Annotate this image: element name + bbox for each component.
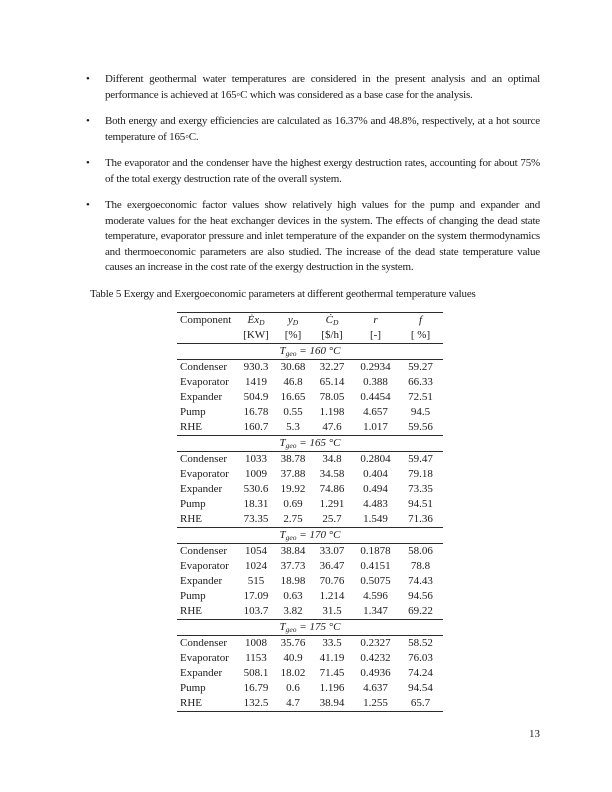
- value-cell: 0.494: [363, 483, 388, 495]
- value-cell: 32.27: [319, 361, 345, 373]
- value-cell: 0.4151: [360, 560, 391, 572]
- value-cell: 1153: [245, 652, 267, 664]
- value-cell: 16.78: [243, 406, 269, 418]
- value-cell: 0.69: [283, 498, 303, 510]
- value-cell: 1008: [245, 637, 267, 649]
- value-cell: 1.347: [363, 605, 388, 617]
- component-cell: Evaporator: [180, 468, 229, 480]
- value-cell: 37.88: [280, 468, 306, 480]
- value-cell: 74.43: [408, 575, 433, 587]
- table-section-row: [177, 344, 443, 360]
- value-cell: 46.8: [283, 376, 303, 388]
- value-cell: 65.14: [319, 376, 345, 388]
- section-temperature-label: $T_{geo} = 165$ °C: [279, 437, 341, 450]
- value-cell: 34.8: [322, 453, 342, 465]
- component-cell: Pump: [180, 590, 206, 602]
- value-cell: 73.35: [408, 483, 433, 495]
- value-cell: 38.84: [280, 545, 306, 557]
- value-cell: 34.58: [319, 468, 345, 480]
- component-cell: RHE: [180, 421, 202, 433]
- table-row: [177, 544, 443, 560]
- table-row: [177, 559, 443, 574]
- column-header-r: r: [373, 314, 378, 326]
- table-row: [177, 696, 443, 712]
- value-cell: 47.6: [322, 421, 342, 433]
- value-cell: 0.2934: [360, 361, 391, 373]
- component-cell: Pump: [180, 682, 206, 694]
- value-cell: 79.18: [408, 468, 433, 480]
- bullet-text: Different geothermal water temperatures are considered in the present analysis and an optimal performance is achieved at 165◦C which was considered as a base case for the analysis.: [105, 73, 540, 101]
- value-cell: 0.63: [283, 590, 303, 602]
- value-cell: 0.2327: [360, 637, 391, 649]
- bullet-list: [72, 72, 540, 276]
- value-cell: 66.33: [408, 376, 433, 388]
- table-caption: Table 5 Exergy and Exergoeconomic parameters at different geothermal temperature values: [90, 287, 476, 300]
- component-cell: RHE: [180, 605, 202, 617]
- value-cell: 69.22: [408, 605, 433, 617]
- unit-cell-percent: [%]: [284, 329, 302, 341]
- section-temperature-label: $T_{geo} = 170$ °C: [279, 529, 341, 542]
- component-cell: Condenser: [180, 361, 228, 373]
- value-cell: 0.55: [283, 406, 303, 418]
- component-cell: Expander: [180, 667, 223, 679]
- value-cell: 76.03: [408, 652, 433, 664]
- value-cell: 4.657: [363, 406, 388, 418]
- column-header-cost-rate: $Ċ_D$: [325, 314, 339, 327]
- column-header-exergy-destruction-rate: $Ėx_D$: [247, 314, 265, 327]
- value-cell: 36.47: [319, 560, 345, 572]
- component-cell: Evaporator: [180, 376, 229, 388]
- value-cell: 59.56: [408, 421, 433, 433]
- value-cell: 132.5: [243, 697, 269, 709]
- bullet-icon: •: [86, 199, 90, 211]
- unit-cell-kw: [KW]: [243, 329, 269, 341]
- value-cell: 94.5: [410, 406, 431, 418]
- component-cell: Evaporator: [180, 652, 229, 664]
- table-header-row: [177, 313, 443, 329]
- value-cell: 74.86: [319, 483, 345, 495]
- bullet-item-exergoeconomic-factor: [72, 198, 540, 276]
- table-row: [177, 452, 443, 468]
- value-cell: 1.017: [363, 421, 388, 433]
- value-cell: 3.82: [283, 605, 303, 617]
- unit-cell-percent-f: [ %]: [410, 329, 431, 341]
- value-cell: 38.78: [280, 453, 306, 465]
- value-cell: 1024: [245, 560, 267, 572]
- table-row: [177, 651, 443, 666]
- value-cell: 18.02: [280, 667, 306, 679]
- value-cell: 38.94: [319, 697, 345, 709]
- value-cell: 0.5075: [360, 575, 391, 587]
- value-cell: 0.2804: [360, 453, 391, 465]
- table-row: [177, 360, 443, 376]
- table-row: [177, 604, 443, 620]
- value-cell: 1.196: [319, 682, 345, 694]
- bullet-text: The evaporator and the condenser have the highest exergy destruction rates, accounting for about 75% of the total exergy destruction rate of the overall system.: [105, 157, 540, 185]
- value-cell: 18.31: [243, 498, 269, 510]
- value-cell: 74.24: [408, 667, 433, 679]
- value-cell: 16.79: [243, 682, 269, 694]
- component-cell: Condenser: [180, 545, 228, 557]
- bullet-icon: •: [86, 115, 90, 127]
- table-row: [177, 636, 443, 652]
- table-row: [177, 497, 443, 512]
- bullet-icon: •: [86, 157, 90, 169]
- table-units-row: [177, 328, 443, 344]
- value-cell: 0.4936: [360, 667, 391, 679]
- value-cell: 30.68: [280, 361, 306, 373]
- value-cell: 0.4454: [360, 391, 391, 403]
- table-row: [177, 390, 443, 405]
- component-cell: Expander: [180, 575, 223, 587]
- table-row: [177, 512, 443, 528]
- value-cell: 1.549: [363, 513, 388, 525]
- value-cell: 31.5: [322, 605, 342, 617]
- value-cell: 73.35: [243, 513, 269, 525]
- value-cell: 94.51: [408, 498, 433, 510]
- value-cell: 17.09: [243, 590, 269, 602]
- value-cell: 0.6: [286, 682, 300, 694]
- value-cell: 35.76: [280, 637, 306, 649]
- value-cell: 71.36: [408, 513, 433, 525]
- table-row: [177, 589, 443, 604]
- value-cell: 4.483: [363, 498, 388, 510]
- value-cell: 58.52: [408, 637, 433, 649]
- value-cell: 515: [247, 575, 265, 587]
- page-number: 13: [529, 728, 540, 740]
- table-row: [177, 375, 443, 390]
- value-cell: 59.27: [408, 361, 433, 373]
- exergy-parameters-table: [177, 312, 443, 712]
- value-cell: 4.637: [363, 682, 388, 694]
- unit-cell-empty: [177, 328, 237, 344]
- column-header-component: Component: [180, 314, 232, 326]
- value-cell: 0.4232: [360, 652, 391, 664]
- value-cell: 72.51: [408, 391, 433, 403]
- value-cell: 78.05: [319, 391, 345, 403]
- table-header: [177, 313, 443, 344]
- section-temperature-label: $T_{geo} = 160$ °C: [279, 345, 341, 358]
- value-cell: 4.596: [363, 590, 388, 602]
- table-row: [177, 405, 443, 420]
- value-cell: 33.5: [322, 637, 342, 649]
- table-section-row: [177, 620, 443, 636]
- value-cell: 103.7: [243, 605, 269, 617]
- component-cell: Pump: [180, 498, 206, 510]
- value-cell: 2.75: [283, 513, 303, 525]
- bullet-text: The exergoeconomic factor values show relatively high values for the pump and expander and moderate values for the heat exchanger devices in the system. The effects of changing the dead state temperature, evaporator pressure and inlet temperature of the expander on the system thermodynamics and thermoeconomic parameters are also studied. The increase of the dead state temperature value causes an increase in the cost rate of the exergy destruction in the system.: [105, 199, 540, 273]
- bullet-icon: •: [86, 73, 90, 85]
- unit-cell-dimensionless: [-]: [370, 329, 381, 341]
- unit-cell-dollar-per-hour: [$/h]: [321, 329, 343, 341]
- table-row: [177, 574, 443, 589]
- value-cell: 78.8: [410, 560, 431, 572]
- component-cell: Evaporator: [180, 560, 229, 572]
- column-header-f: f: [418, 314, 423, 326]
- value-cell: 4.7: [286, 697, 300, 709]
- value-cell: 59.47: [408, 453, 433, 465]
- value-cell: 0.388: [363, 376, 388, 388]
- component-cell: RHE: [180, 697, 202, 709]
- bullet-text: Both energy and exergy efficiencies are calculated as 16.37% and 48.8%, respectively, at a hot source temperature of 165◦C.: [105, 115, 540, 143]
- value-cell: 0.404: [363, 468, 388, 480]
- value-cell: 1009: [245, 468, 267, 480]
- value-cell: 160.7: [243, 421, 269, 433]
- component-cell: RHE: [180, 513, 202, 525]
- table-body: [177, 344, 443, 712]
- value-cell: 530.6: [243, 483, 269, 495]
- value-cell: 58.06: [408, 545, 433, 557]
- component-cell: Pump: [180, 406, 206, 418]
- component-cell: Condenser: [180, 637, 228, 649]
- value-cell: 65.7: [410, 697, 431, 709]
- value-cell: 40.9: [283, 652, 303, 664]
- table-row: [177, 467, 443, 482]
- bullet-item-exergy-destruction: [72, 156, 540, 187]
- value-cell: 1.214: [319, 590, 345, 602]
- value-cell: 33.07: [319, 545, 345, 557]
- component-cell: Expander: [180, 391, 223, 403]
- table-row: [177, 420, 443, 436]
- table-row: [177, 681, 443, 696]
- value-cell: 1.291: [319, 498, 345, 510]
- value-cell: 94.54: [408, 682, 433, 694]
- bullet-item-efficiencies: [72, 114, 540, 145]
- value-cell: 1.255: [363, 697, 388, 709]
- value-cell: 94.56: [408, 590, 433, 602]
- value-cell: 1.198: [319, 406, 345, 418]
- value-cell: 25.7: [322, 513, 342, 525]
- value-cell: 18.98: [280, 575, 306, 587]
- value-cell: 37.73: [280, 560, 306, 572]
- column-header-yd: $y_D$: [287, 314, 299, 327]
- value-cell: 1033: [245, 453, 267, 465]
- value-cell: 71.45: [319, 667, 345, 679]
- bullet-item-temperatures: [72, 72, 540, 103]
- value-cell: 930.3: [243, 361, 269, 373]
- value-cell: 1054: [245, 545, 267, 557]
- value-cell: 5.3: [286, 421, 300, 433]
- table-row: [177, 482, 443, 497]
- value-cell: 1419: [245, 376, 267, 388]
- component-cell: Condenser: [180, 453, 228, 465]
- table-row: [177, 666, 443, 681]
- value-cell: 0.1878: [360, 545, 391, 557]
- component-cell: Expander: [180, 483, 223, 495]
- value-cell: 504.9: [243, 391, 269, 403]
- value-cell: 19.92: [280, 483, 306, 495]
- value-cell: 41.19: [319, 652, 345, 664]
- value-cell: 508.1: [243, 667, 269, 679]
- value-cell: 16.65: [280, 391, 306, 403]
- value-cell: 70.76: [319, 575, 345, 587]
- table-section-row: [177, 436, 443, 452]
- table-section-row: [177, 528, 443, 544]
- section-temperature-label: $T_{geo} = 175$ °C: [279, 621, 341, 634]
